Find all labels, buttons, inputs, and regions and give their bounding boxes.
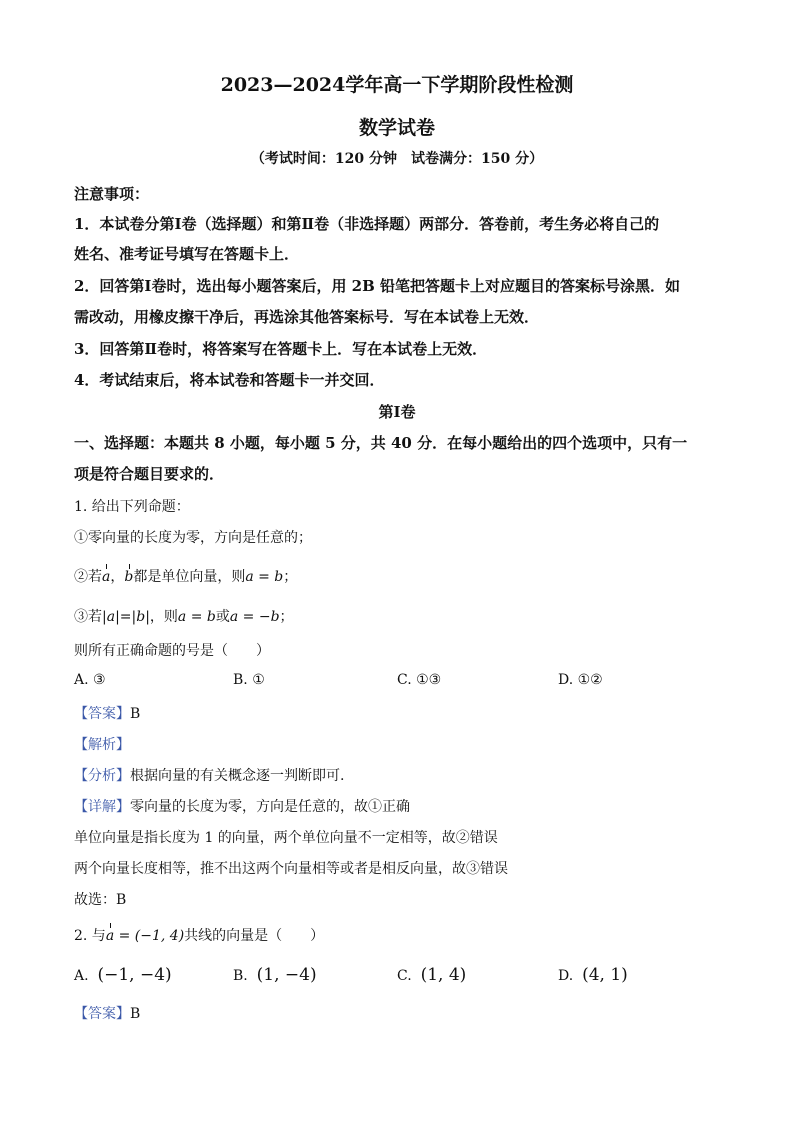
q1-p2-end: ； (283, 569, 298, 585)
q1-detail-2: 单位向量是指长度为 1 的向量，两个单位向量不一定相等，故②错误 (74, 830, 498, 846)
q1-p3-eq2: a = −b (229, 609, 280, 625)
note-1b: 姓名、准考证号填写在答题卡上． (74, 245, 300, 263)
q2-option-c-value: (1, 4) (420, 965, 467, 985)
vector-b: b (124, 569, 134, 585)
page-subtitle: 数学试卷 (358, 117, 435, 139)
q2-answer (74, 1003, 140, 1023)
note-4: 4．考试结束后，将本试卷和答题卡一并交回． (74, 371, 385, 389)
q1-p2-comma: ， (110, 569, 125, 585)
section-intro-a: 一、选择题：本题共 8 小题，每小题 5 分，共 40 分．在每小题给出的四个选项中，只有一 (74, 434, 688, 452)
q2-stem (74, 925, 324, 945)
q2-answer-value: B (130, 1006, 141, 1022)
q1-proposition-2 (74, 566, 297, 586)
q2-answer-label: 【答案】 (74, 1006, 130, 1022)
q1-ask: 则所有正确命题的号是（ ） (74, 643, 270, 659)
section-intro-b: 项是符合题目要求的． (74, 465, 225, 483)
q1-p2-mid: 都是单位向量，则 (133, 569, 246, 585)
q1-stem: 1. 给出下列命题： (74, 499, 190, 515)
q2-stem-equation: = (−1, 4) (114, 928, 185, 944)
q2-stem-suffix: 共线的向量是（ ） (184, 928, 325, 944)
q1-proposition-3 (74, 606, 294, 626)
q1-detail (74, 796, 410, 816)
q2-option-d-value: (4, 1) (582, 965, 628, 985)
note-3: 3．回答第Ⅱ卷时，将答案写在答题卡上．写在本试卷上无效． (74, 340, 488, 358)
q2-vector-a: a (105, 928, 115, 944)
vector-a: a (102, 569, 111, 585)
q2-option-d-letter: D. (558, 968, 574, 984)
q1-p3-end: ； (279, 609, 294, 625)
q2-option-b-value: (1, −4) (256, 965, 317, 985)
q1-fenxi-label: 【分析】 (74, 768, 130, 784)
q1-detail-1: 零向量的长度为零，方向是任意的，故①正确 (130, 799, 410, 815)
q2-stem-prefix: 2. 与 (74, 928, 106, 944)
q1-p2-equation: a = b (245, 569, 284, 585)
q1-p3-or: 或 (215, 609, 230, 625)
q1-option-d: D. ①② (558, 672, 603, 688)
q1-answer (74, 703, 140, 723)
q2-option-d (558, 965, 628, 985)
exam-info: （考试时间：120 分钟 试卷满分：150 分） (250, 151, 544, 167)
q2-option-a-value: (−1, −4) (97, 965, 172, 985)
q1-fenxi (74, 765, 344, 785)
q2-option-a (74, 965, 172, 985)
page-title: 2023—2024学年高一下学期阶段性检测 (220, 74, 574, 96)
q1-p2-prefix: ②若 (74, 569, 102, 585)
section-title: 第Ⅰ卷 (378, 403, 416, 421)
q1-detail-3: 两个向量长度相等，推不出这两个向量相等或者是相反向量，故③错误 (74, 861, 508, 877)
q1-detail-label: 【详解】 (74, 799, 130, 815)
q1-option-b: B. ① (233, 672, 265, 688)
notes-heading: 注意事项： (74, 185, 150, 203)
q1-choose: 故选：B (74, 892, 127, 908)
q1-answer-value: B (130, 706, 141, 722)
q1-p3-then: ，则 (149, 609, 178, 625)
q2-option-a-letter: A. (74, 968, 89, 984)
q1-option-c: C. ①③ (397, 672, 442, 688)
q1-p3-prefix: ③若 (74, 609, 102, 625)
q2-option-b-letter: B. (233, 968, 248, 984)
q1-answer-label: 【答案】 (74, 706, 130, 722)
q1-p3-abs: |a|=|b| (102, 609, 150, 625)
note-2a: 2．回答第Ⅰ卷时，选出每小题答案后，用 2B 铅笔把答题卡上对应题目的答案标号涂黑．如 (74, 277, 681, 295)
note-2b: 需改动，用橡皮擦干净后，再选涂其他答案标号．写在本试卷上无效． (74, 308, 540, 326)
q1-fenxi-text: 根据向量的有关概念逐一判断即可. (130, 768, 345, 784)
q2-option-c (397, 965, 466, 985)
q2-option-c-letter: C. (397, 968, 412, 984)
q1-p3-eq1: a = b (177, 609, 216, 625)
q1-proposition-1: ①零向量的长度为零，方向是任意的； (74, 530, 312, 546)
q1-option-a: A. ③ (74, 672, 106, 688)
q2-option-b (233, 965, 317, 985)
q1-analysis-label: 【解析】 (74, 737, 130, 753)
note-1a: 1．本试卷分第Ⅰ卷（选择题）和第Ⅱ卷（非选择题）两部分．答卷前，考生务必将自己的 (74, 215, 660, 233)
